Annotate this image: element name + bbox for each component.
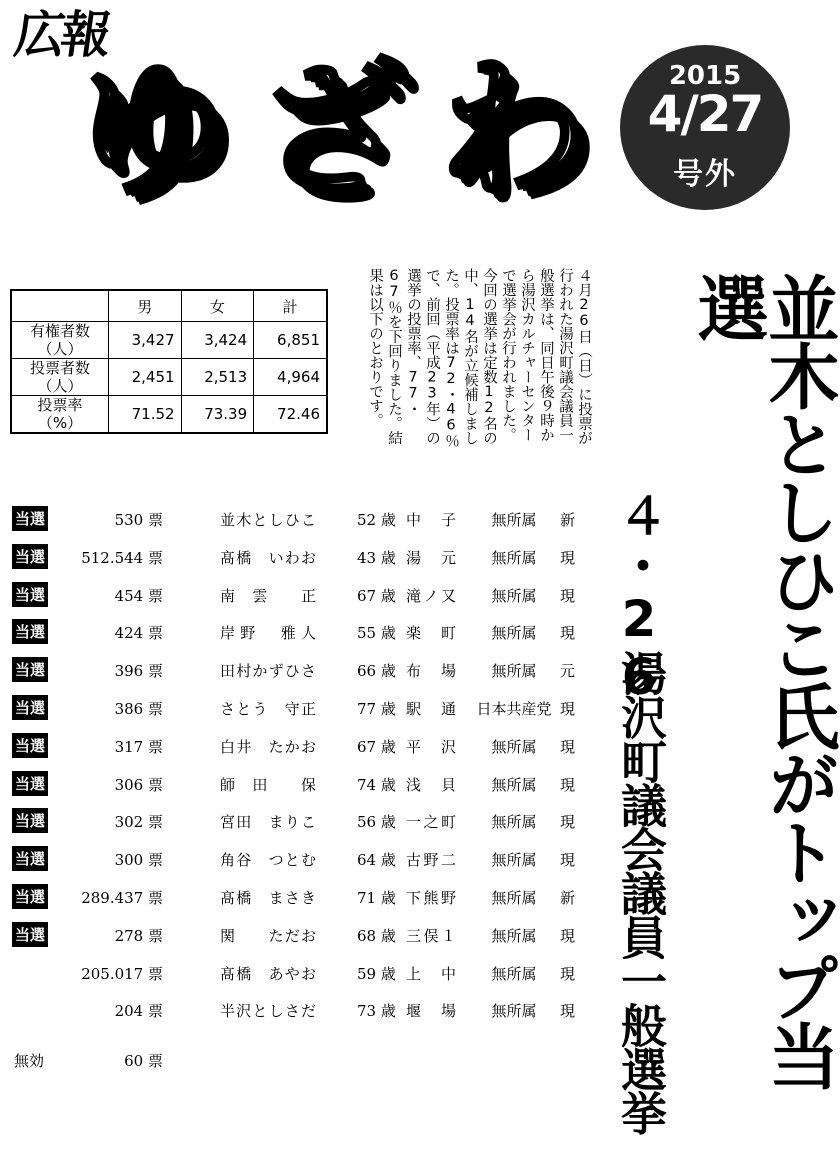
candidate-age: 55 歳 <box>357 624 396 642</box>
elected-badge: 当選 <box>12 922 48 947</box>
cell-total: 6,851 <box>254 322 327 359</box>
cell-total: 4,964 <box>254 359 327 396</box>
candidate-party: 無所属 <box>491 624 537 642</box>
table-header-total: 計 <box>254 290 327 322</box>
candidate-party: 無所属 <box>491 511 537 529</box>
candidate-party: 無所属 <box>491 1002 537 1020</box>
result-row <box>0 505 600 533</box>
candidate-party: 無所属 <box>491 851 537 869</box>
candidate-name: 髙橋 いわお <box>220 549 316 567</box>
badge-date: 4/27 <box>647 85 763 143</box>
elected-badge: 当選 <box>12 884 48 909</box>
vote-count: 317 票 <box>114 738 163 756</box>
candidate-status: 現 <box>560 965 576 983</box>
row-label: 有権者数 （人） <box>11 322 109 359</box>
cell-male: 2,451 <box>109 359 182 396</box>
candidate-age: 68 歳 <box>357 927 396 945</box>
invalid-label: 無効 <box>14 1052 45 1070</box>
vote-count: 396 票 <box>114 662 163 680</box>
masthead-title: ゆざわ <box>80 44 620 216</box>
result-row <box>0 996 600 1024</box>
candidate-name: 南 雲 正 <box>220 587 316 605</box>
candidate-party: 無所属 <box>491 662 537 680</box>
candidate-age: 77 歳 <box>357 700 396 718</box>
candidate-age: 74 歳 <box>357 776 396 794</box>
candidate-status: 現 <box>560 624 576 642</box>
cell-male: 3,427 <box>109 322 182 359</box>
vote-count: 512.544 票 <box>81 549 163 567</box>
candidate-age: 67 歳 <box>357 738 396 756</box>
elected-badge: 当選 <box>12 733 48 758</box>
table-header-row <box>11 290 327 322</box>
vote-count: 205.017 票 <box>81 965 163 983</box>
candidate-age: 67 歳 <box>357 587 396 605</box>
elected-badge: 当選 <box>12 846 48 871</box>
result-row <box>0 618 600 646</box>
candidate-age: 56 歳 <box>357 813 396 831</box>
candidate-party: 無所属 <box>491 776 537 794</box>
candidate-status: 現 <box>560 927 576 945</box>
cell-total: 72.46 <box>254 396 327 434</box>
badge-year: 2015 <box>668 61 742 91</box>
candidate-area: 下熊野 <box>406 889 456 907</box>
candidate-area: 湯 元 <box>406 549 456 567</box>
issue-badge <box>620 45 790 210</box>
row-label: 投票率 （%） <box>11 396 109 434</box>
result-row <box>0 959 600 987</box>
candidate-status: 現 <box>560 700 576 718</box>
candidate-party: 無所属 <box>491 738 537 756</box>
headline: 並木としひこ氏がトップ当選 <box>686 272 840 1088</box>
result-row <box>0 656 600 684</box>
elected-badge: 当選 <box>12 657 48 682</box>
vote-count: 530 票 <box>114 511 163 529</box>
candidate-age: 64 歳 <box>357 851 396 869</box>
vote-count: 278 票 <box>114 927 163 945</box>
candidate-party: 無所属 <box>491 587 537 605</box>
candidate-area: 上 中 <box>406 965 456 983</box>
candidate-age: 43 歳 <box>357 549 396 567</box>
result-row <box>0 581 600 609</box>
table-header-male: 男 <box>109 290 182 322</box>
candidate-area: 布 場 <box>406 662 456 680</box>
election-date: ４・26 <box>610 490 668 706</box>
candidate-name: 髙橋 まさき <box>220 889 316 907</box>
candidate-area: 平 沢 <box>406 738 456 756</box>
cell-female: 2,513 <box>181 359 254 396</box>
candidate-status: 現 <box>560 851 576 869</box>
candidate-status: 現 <box>560 813 576 831</box>
elected-badge: 当選 <box>12 771 48 796</box>
vote-count: 424 票 <box>114 624 163 642</box>
candidate-name: 髙橋 あやお <box>220 965 316 983</box>
table-row <box>11 396 327 434</box>
elected-badge: 当選 <box>12 808 48 833</box>
vote-count: 306 票 <box>114 776 163 794</box>
vote-count: 386 票 <box>114 700 163 718</box>
candidate-name: 田村かずひさ <box>220 662 316 680</box>
candidate-area: 一之町 <box>406 813 456 831</box>
candidate-name: 師 田 保 <box>220 776 316 794</box>
candidate-party: 日本共産党 <box>476 700 552 718</box>
result-row <box>0 543 600 571</box>
candidate-status: 現 <box>560 738 576 756</box>
table-header-blank <box>11 290 109 322</box>
candidate-name: 角谷 つとむ <box>220 851 316 869</box>
kouhou-label: 広報 <box>10 5 112 64</box>
elected-badge: 当選 <box>12 506 48 531</box>
result-row <box>0 921 600 949</box>
turnout-table <box>10 289 328 434</box>
row-label: 投票者数 （人） <box>11 359 109 396</box>
candidate-name: 半沢としさだ <box>220 1002 316 1020</box>
elected-badge: 当選 <box>12 582 48 607</box>
candidate-area: 三俣１ <box>406 927 456 945</box>
candidate-area: 駅 通 <box>406 700 456 718</box>
vote-count: 289.437 票 <box>81 889 163 907</box>
candidate-party: 無所属 <box>491 927 537 945</box>
elected-badge: 当選 <box>12 695 48 720</box>
badge-edition: 号外 <box>673 157 737 192</box>
result-row <box>0 732 600 760</box>
candidate-status: 新 <box>560 511 576 529</box>
cell-female: 73.39 <box>181 396 254 434</box>
candidate-age: 59 歳 <box>357 965 396 983</box>
elected-badge: 当選 <box>12 619 48 644</box>
elected-badge: 当選 <box>12 544 48 569</box>
result-row <box>0 845 600 873</box>
candidate-age: 73 歳 <box>357 1002 396 1020</box>
candidate-name: さとう 守正 <box>220 700 316 718</box>
result-row <box>0 770 600 798</box>
table-row <box>11 359 327 396</box>
result-row <box>0 694 600 722</box>
vote-count: 454 票 <box>114 587 163 605</box>
candidate-status: 新 <box>560 889 576 907</box>
cell-female: 3,424 <box>181 322 254 359</box>
candidate-name: 白井 たかお <box>220 738 316 756</box>
result-row <box>0 883 600 911</box>
candidate-area: 古野二 <box>406 851 456 869</box>
result-row <box>0 807 600 835</box>
table-row <box>11 322 327 359</box>
cell-male: 71.52 <box>109 396 182 434</box>
candidate-age: 66 歳 <box>357 662 396 680</box>
table-header-female: 女 <box>181 290 254 322</box>
invalid-votes: 60 票 <box>124 1052 163 1070</box>
candidate-area: 浅 貝 <box>406 776 456 794</box>
candidate-area: 堰 場 <box>406 1002 456 1020</box>
candidate-name: 岸野 雅人 <box>220 624 316 642</box>
election-name: 湯沢町議会議員一般選挙 <box>614 650 668 1134</box>
candidate-party: 無所属 <box>491 813 537 831</box>
candidate-party: 無所属 <box>491 549 537 567</box>
candidate-name: 関 ただお <box>220 927 316 945</box>
candidate-name: 並木としひこ <box>220 511 316 529</box>
vote-count: 204 票 <box>114 1002 163 1020</box>
candidate-area: 滝ノ又 <box>406 587 456 605</box>
vote-count: 302 票 <box>114 813 163 831</box>
candidate-area: 楽 町 <box>406 624 456 642</box>
candidate-party: 無所属 <box>491 965 537 983</box>
vote-count: 300 票 <box>114 851 163 869</box>
article-text: ４月26日（日）に投票が行われた湯沢町議会議員一般選挙は、同日午後９時から湯沢カルチャーセンターで選挙会が行われました。 今回の選挙は定数12名の中、14名が立候補しました。投票率は72・46％で、前回（平成23年）の選挙の投票率、77・67％を下回りました。結果は以下のとおりです。 <box>367 268 592 450</box>
candidate-name: 宮田 まりこ <box>220 813 316 831</box>
candidate-age: 71 歳 <box>357 889 396 907</box>
candidate-status: 現 <box>560 776 576 794</box>
candidate-party: 無所属 <box>491 889 537 907</box>
candidate-area: 中 子 <box>406 511 456 529</box>
candidate-age: 52 歳 <box>357 511 396 529</box>
candidate-status: 現 <box>560 587 576 605</box>
candidate-status: 現 <box>560 1002 576 1020</box>
candidate-status: 元 <box>560 662 576 680</box>
candidate-status: 現 <box>560 549 576 567</box>
